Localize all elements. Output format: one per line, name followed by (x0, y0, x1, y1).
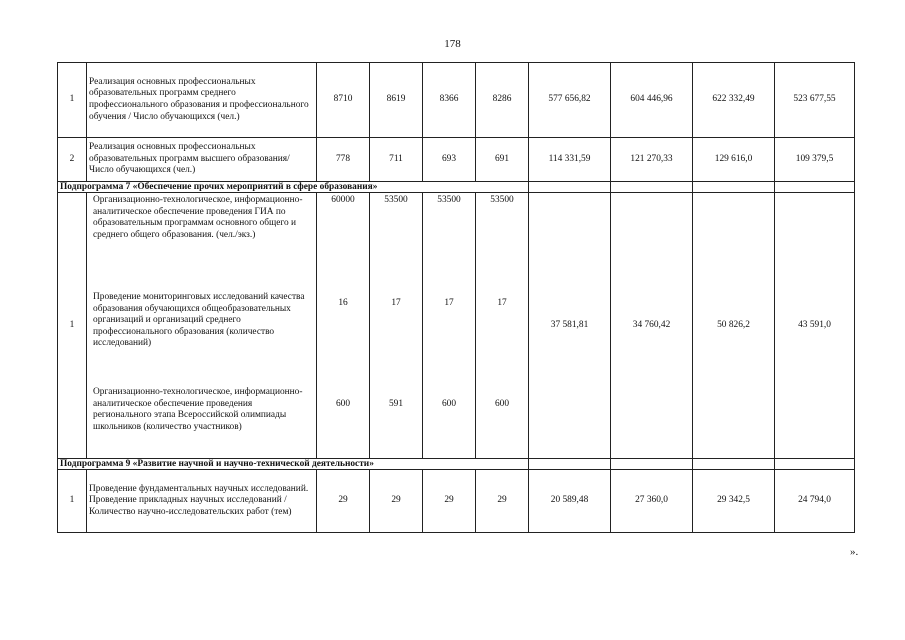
table-row (58, 193, 855, 459)
funding-value: 109 379,5 (775, 138, 855, 182)
row-description: Проведение фундаментальных научных исследований. Проведение прикладных научных исследований / Количество научно-исследовательских работ (тем) (87, 470, 317, 533)
indicator-value: 778 (317, 138, 370, 182)
indicator-value: 8366 (423, 63, 476, 138)
row-number: 1 (58, 193, 87, 459)
indicator-column (476, 193, 529, 459)
funding-value: 50 826,2 (693, 193, 775, 459)
indicator-value: 29 (370, 470, 423, 533)
funding-value: 114 331,59 (529, 138, 611, 182)
funding-value: 20 589,48 (529, 470, 611, 533)
table-row (58, 63, 855, 138)
indicator-value: 17 (497, 298, 507, 308)
closing-quote: ». (850, 546, 859, 558)
row-number: 2 (58, 138, 87, 182)
funding-value: 577 656,82 (529, 63, 611, 138)
row-description: Реализация основных профессиональных образовательных программ среднего профессионального образования и профессионального обучения / Число обучающихся (чел.) (87, 63, 317, 138)
indicator-column (317, 193, 370, 459)
indicator-value: 600 (494, 399, 510, 409)
subprogram-title: Подпрограмма 7 «Обеспечение прочих мероприятий в сфере образования» (58, 182, 529, 193)
funding-value: 24 794,0 (775, 470, 855, 533)
funding-value: 121 270,33 (611, 138, 693, 182)
indicator-value: 53500 (384, 195, 408, 205)
indicator-value: 711 (370, 138, 423, 182)
indicator-value: 600 (335, 399, 351, 409)
measure-description: Проведение мониторинговых исследований качества образования обучающихся общеобразовательных организаций и организаций среднего профессионального образования (количество исследований) (93, 292, 305, 349)
measure-description: Организационно-технологическое, информационно-аналитическое обеспечение проведения регионального этапа Всероссийской олимпиады школьников (количество участников) (93, 387, 303, 432)
indicator-column (370, 193, 423, 459)
funding-value: 604 446,96 (611, 63, 693, 138)
indicator-value: 591 (388, 399, 404, 409)
indicator-value: 8619 (370, 63, 423, 138)
indicator-value: 691 (476, 138, 529, 182)
indicator-value: 29 (317, 470, 370, 533)
table-row (58, 470, 855, 533)
indicator-value: 8286 (476, 63, 529, 138)
measure-description: Организационно-технологическое, информационно-аналитическое обеспечение проведения ГИА по образовательным программам основного общего и среднего общего образования. (чел./экз.) (93, 195, 303, 240)
funding-value: 622 332,49 (693, 63, 775, 138)
indicator-value: 29 (423, 470, 476, 533)
indicator-value: 17 (444, 298, 454, 308)
funding-value: 27 360,0 (611, 470, 693, 533)
funding-value: 523 677,55 (775, 63, 855, 138)
subprogram-row (58, 182, 855, 193)
funding-value: 34 760,42 (611, 193, 693, 459)
page-number: 178 (444, 38, 461, 50)
subprogram-row (58, 459, 855, 470)
table-row (58, 138, 855, 182)
funding-value: 129 616,0 (693, 138, 775, 182)
funding-value: 29 342,5 (693, 470, 775, 533)
row-description (87, 193, 317, 459)
indicator-value: 8710 (317, 63, 370, 138)
funding-value: 37 581,81 (529, 193, 611, 459)
indicator-value: 60000 (331, 195, 355, 205)
indicator-value: 693 (423, 138, 476, 182)
indicator-value: 16 (338, 298, 348, 308)
row-number: 1 (58, 63, 87, 138)
indicator-value: 29 (476, 470, 529, 533)
indicator-value: 600 (441, 399, 457, 409)
row-number: 1 (58, 470, 87, 533)
indicator-value: 17 (391, 298, 401, 308)
indicator-value: 53500 (437, 195, 461, 205)
subprogram-title: Подпрограмма 9 «Развитие научной и научно-технической деятельности» (58, 459, 529, 470)
row-description: Реализация основных профессиональных образовательных программ высшего образования/ Число обучающихся (чел.) (87, 138, 317, 182)
indicator-column (423, 193, 476, 459)
indicator-value: 53500 (490, 195, 514, 205)
funding-value: 43 591,0 (775, 193, 855, 459)
program-table (57, 62, 855, 533)
